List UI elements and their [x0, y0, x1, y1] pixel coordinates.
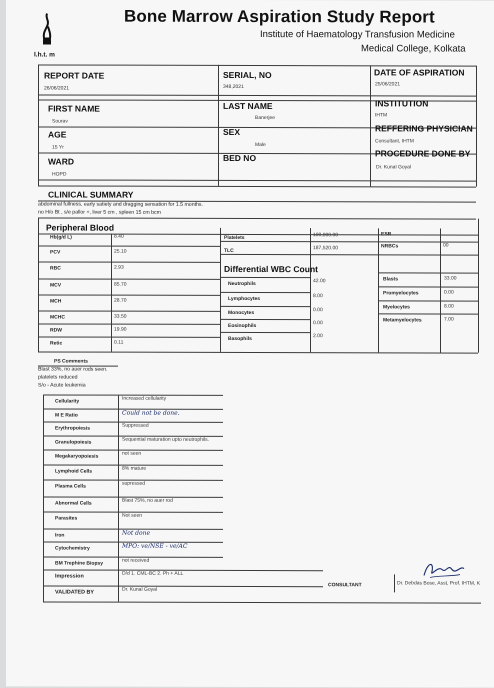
- college-name: Medical College, Kolkata: [361, 43, 466, 55]
- bm-row-value: Increased cellularity: [122, 395, 167, 402]
- physician-label: REFFERING PHYSICIAN: [375, 123, 473, 134]
- pb-row-value: 2.93: [114, 264, 124, 271]
- wbc-row-value: 2.00: [313, 333, 323, 340]
- ps-comment-3: S/o - Acute leukemia: [38, 382, 86, 389]
- consultant-signature: [420, 559, 480, 581]
- nrbc-value: 00: [443, 242, 449, 249]
- wbc-row-value: 42.00: [313, 278, 326, 285]
- last-name-value: Banerjee: [255, 115, 276, 122]
- report-page: [6, 0, 494, 688]
- wbc-row-label: Monocytes: [228, 309, 255, 317]
- serial-label: SERIAL, NO: [223, 69, 272, 81]
- pb-row-label: MCHC: [50, 314, 65, 321]
- ps-comment-2: platelets reduced: [38, 374, 78, 381]
- pb-row-value: 19.90: [114, 326, 127, 333]
- bm-row-value: Not done: [122, 529, 151, 537]
- sex-label: SEX: [223, 126, 241, 137]
- institution-label: INSTITUTION: [375, 98, 429, 109]
- differential-wbc-label: Differential WBC Count: [224, 263, 318, 275]
- ward-label: WARD: [48, 156, 74, 167]
- age-label: AGE: [48, 129, 67, 140]
- clinical-line-2: no H/o Bt , s/e pallor +, liver 5 cm , spleen 15 cm bcm: [38, 209, 161, 216]
- consultant-value: Dr. Debdas Bose, Asst, Prof. IHTM, K: [397, 580, 481, 587]
- wbc-row-label: Metamyelocytes: [383, 317, 422, 324]
- pb-row-label: MCH: [50, 298, 62, 305]
- bm-row-value: D/d 1. CML-BC 2. Ph + ALL: [122, 570, 184, 577]
- institution-value: IHTM: [375, 112, 388, 119]
- age-value: 15 Yr: [52, 144, 64, 151]
- bm-row-value: Dr. Kunal Goyal: [122, 586, 158, 593]
- bm-row-label: Cytochemistry: [55, 545, 90, 552]
- procedure-label: PROCEDURE DONE BY: [375, 148, 471, 159]
- bm-row-label: Cellularity: [55, 398, 80, 405]
- esr-label: ESR: [381, 231, 392, 238]
- platelets-value: 100,000.00: [313, 232, 339, 239]
- bm-row-label: Granulopoiesis: [55, 439, 92, 446]
- pb-row-label: MCV: [50, 282, 62, 289]
- bm-row-value: not seen: [122, 450, 142, 457]
- bm-row-label: VALIDATED BY: [55, 589, 95, 596]
- sex-value: Male: [255, 142, 266, 149]
- wbc-row-label: Myelocytes: [383, 304, 410, 311]
- bm-row-value: Could not be done.: [122, 409, 180, 417]
- bed-label: BED NO: [223, 152, 257, 164]
- ps-comment-1: Blast 33%, no auer rods seen.: [38, 366, 108, 373]
- bm-row-value: not received: [122, 557, 150, 564]
- wbc-row-label: Lymphocytes: [228, 295, 261, 303]
- wbc-row-label: Promyelocytes: [383, 290, 419, 297]
- pb-row-value: 33.50: [114, 313, 127, 320]
- wbc-row-value: 0.00: [313, 307, 323, 314]
- wbc-row-value: 8.00: [444, 303, 454, 310]
- wbc-row-value: 8.00: [313, 293, 323, 300]
- wbc-row-label: Eosinophils: [228, 322, 257, 330]
- bm-row-label: Megakaryopoiesis: [55, 453, 99, 460]
- first-name-value: Sourav: [52, 118, 68, 125]
- wbc-row-value: 0.00: [444, 289, 454, 296]
- aspiration-date-label: DATE OF ASPIRATION: [374, 67, 465, 78]
- wbc-row-label: Blasts: [383, 276, 399, 283]
- ward-value: HOPD: [52, 171, 67, 178]
- serial-value: 348,2021: [223, 83, 244, 90]
- pb-row-label: RBC: [50, 265, 61, 272]
- page-title: Bone Marrow Aspiration Study Report: [124, 6, 435, 27]
- aspiration-date-value: 25/06/2021: [375, 81, 401, 88]
- institute-name: Institute of Haematology Transfusion Medicine: [260, 29, 455, 41]
- pb-row-label: PCV: [50, 249, 61, 256]
- last-name-label: LAST NAME: [223, 100, 273, 112]
- bm-row-label: Abnormal Cells: [55, 500, 92, 507]
- pb-row-value: 8.40: [114, 233, 124, 240]
- wbc-row-value: 33.00: [444, 275, 457, 282]
- pb-row-value: 85.70: [114, 281, 127, 288]
- consultant-label: CONSULTANT: [328, 582, 362, 589]
- logo-text: I.h.t. m: [34, 51, 55, 59]
- pb-row-label: RDW: [50, 327, 62, 334]
- bm-row-label: Iron: [55, 532, 65, 539]
- bm-row-value: Suppressed: [122, 422, 149, 429]
- bm-row-label: Lymphoid Cells: [55, 468, 93, 475]
- pb-row-value: 0.11: [114, 339, 124, 346]
- bm-row-value: MPO: ve/NSE - ve/AC: [122, 542, 188, 550]
- clinical-summary-label: CLINICAL SUMMARY: [48, 189, 134, 200]
- bm-row-value: supressed: [122, 480, 146, 487]
- bm-row-label: Plasma Cells: [55, 483, 86, 490]
- wbc-row-value: 7.00: [444, 316, 454, 323]
- pb-row-label: Retic: [50, 340, 63, 347]
- bm-row-value: Blast 75%, no auer rod: [122, 497, 173, 504]
- procedure-value: Dr. Kunal Goyal: [376, 164, 412, 171]
- bm-row-label: Impression: [55, 573, 84, 580]
- bm-row-value: 8% mature: [122, 465, 147, 472]
- peripheral-blood-label: Peripheral Blood: [46, 222, 115, 233]
- wbc-row-label: Basophils: [228, 335, 252, 343]
- report-date-value: 26/06/2021: [44, 85, 70, 92]
- nrbc-label: NRBCs: [381, 243, 399, 250]
- clinical-line-1: abdominal fullness, early satiety and dragging sensation for 1.5 months.: [38, 201, 203, 208]
- bm-row-value: Not seen: [122, 512, 143, 519]
- bm-row-label: Erythropoiesis: [55, 425, 91, 432]
- pb-row-value: 25.10: [114, 248, 127, 255]
- pb-row-label: Hb(g/d L): [50, 234, 72, 241]
- pb-row-value: 28.70: [114, 297, 127, 304]
- bm-row-label: Parasites: [55, 515, 78, 522]
- report-date-label: REPORT DATE: [44, 70, 105, 81]
- bm-row-label: BM Trephine Biopsy: [55, 560, 104, 567]
- wbc-row-label: Neutrophils: [228, 280, 256, 288]
- tlc-label: TLC: [224, 247, 234, 254]
- institute-logo: [32, 9, 62, 51]
- bm-row-label: M E Ratio: [55, 412, 78, 419]
- ps-comments-label: PS Comments: [54, 358, 88, 365]
- bm-row-value: Sequential maturation upto neutrophils.: [122, 436, 210, 443]
- wbc-row-value: 0.00: [313, 320, 323, 327]
- first-name-label: FIRST NAME: [48, 103, 100, 114]
- tlc-value: 187,520.00: [313, 245, 339, 252]
- physician-value: Consultant, IHTM: [375, 138, 414, 145]
- platelets-label: Platelets: [224, 234, 245, 241]
